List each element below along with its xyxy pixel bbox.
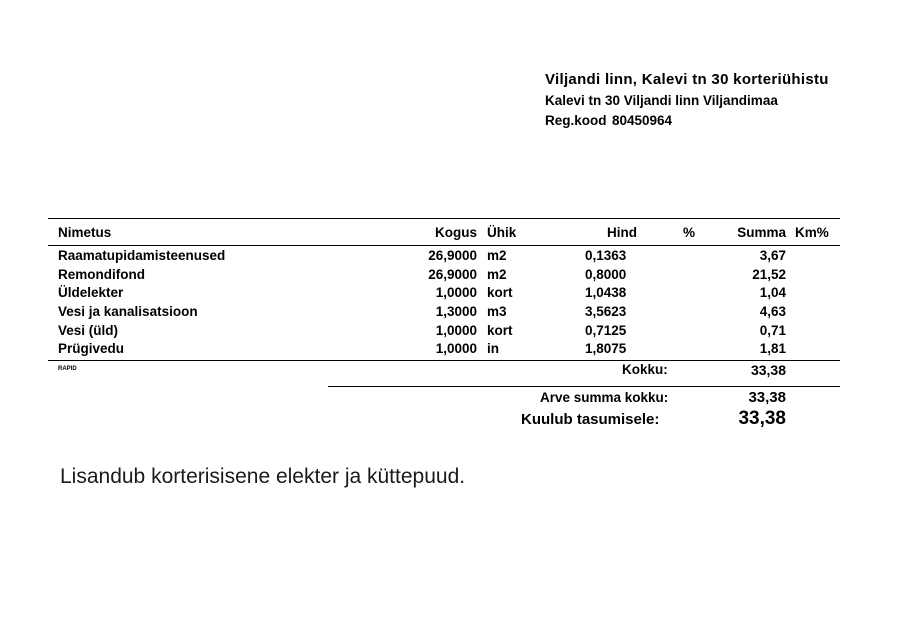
row-quantity: 26,9000 <box>428 248 477 263</box>
row-unit: m2 <box>487 267 507 282</box>
row-unit: kort <box>487 285 513 300</box>
row-quantity: 1,0000 <box>435 323 477 338</box>
row-name: Raamatupidamisteenused <box>58 248 226 263</box>
table-top-divider <box>48 218 840 219</box>
row-sum: 1,04 <box>759 285 786 300</box>
table-header-divider <box>48 245 840 246</box>
row-price: 3,5623 <box>585 304 627 319</box>
row-name: Vesi (üld) <box>58 323 119 338</box>
company-address: Kalevi tn 30 Viljandi linn Viljandimaa <box>545 93 778 108</box>
row-sum: 3,67 <box>759 248 786 263</box>
row-price: 1,8075 <box>585 341 627 356</box>
table-row <box>0 304 923 320</box>
row-sum: 1,81 <box>759 341 786 356</box>
subtotal-value: 33,38 <box>750 362 786 378</box>
row-quantity: 1,0000 <box>435 285 477 300</box>
table-row <box>0 341 923 357</box>
header-vat: Km% <box>795 225 829 240</box>
row-sum: 21,52 <box>752 267 786 282</box>
rapid-mark: RAPID <box>58 366 77 372</box>
row-name: Vesi ja kanalisatsioon <box>58 304 198 319</box>
totals-divider <box>328 386 840 387</box>
row-price: 0,1363 <box>585 248 627 263</box>
header-unit: Ühik <box>487 225 517 240</box>
row-name: Üldelekter <box>58 285 124 300</box>
invoice-total-label: Arve summa kokku: <box>540 390 669 405</box>
amount-due-value: 33,38 <box>738 408 786 429</box>
row-unit: kort <box>487 323 513 338</box>
row-price: 1,0438 <box>585 285 627 300</box>
row-name: Prügivedu <box>58 341 125 356</box>
row-unit: m3 <box>487 304 507 319</box>
row-unit: in <box>487 341 499 356</box>
row-quantity: 1,3000 <box>435 304 477 319</box>
row-price: 0,7125 <box>585 323 627 338</box>
row-quantity: 26,9000 <box>428 267 477 282</box>
table-bottom-divider <box>48 360 840 361</box>
invoice-total-value: 33,38 <box>748 389 786 406</box>
row-sum: 4,63 <box>759 304 786 319</box>
row-name: Remondifond <box>58 267 145 282</box>
reg-code-value: 80450964 <box>612 113 673 128</box>
row-quantity: 1,0000 <box>435 341 477 356</box>
header-percent: % <box>683 225 696 240</box>
table-row <box>0 248 923 264</box>
header-price: Hind <box>607 225 637 240</box>
reg-code-label: Reg.kood <box>545 113 607 128</box>
row-unit: m2 <box>487 248 507 263</box>
subtotal-label: Kokku: <box>622 362 668 377</box>
header-name: Nimetus <box>58 225 112 240</box>
footer-note: Lisandub korterisisene elekter ja küttepuud. <box>60 465 466 488</box>
table-header-row <box>0 225 923 241</box>
table-row <box>0 285 923 301</box>
company-name: Viljandi linn, Kalevi tn 30 korteriühistu <box>545 71 829 88</box>
table-row <box>0 267 923 283</box>
table-row <box>0 323 923 339</box>
header-sum: Summa <box>737 225 786 240</box>
row-sum: 0,71 <box>759 323 786 338</box>
amount-due-label: Kuulub tasumisele: <box>521 411 660 428</box>
header-quantity: Kogus <box>435 225 477 240</box>
row-price: 0,8000 <box>585 267 627 282</box>
